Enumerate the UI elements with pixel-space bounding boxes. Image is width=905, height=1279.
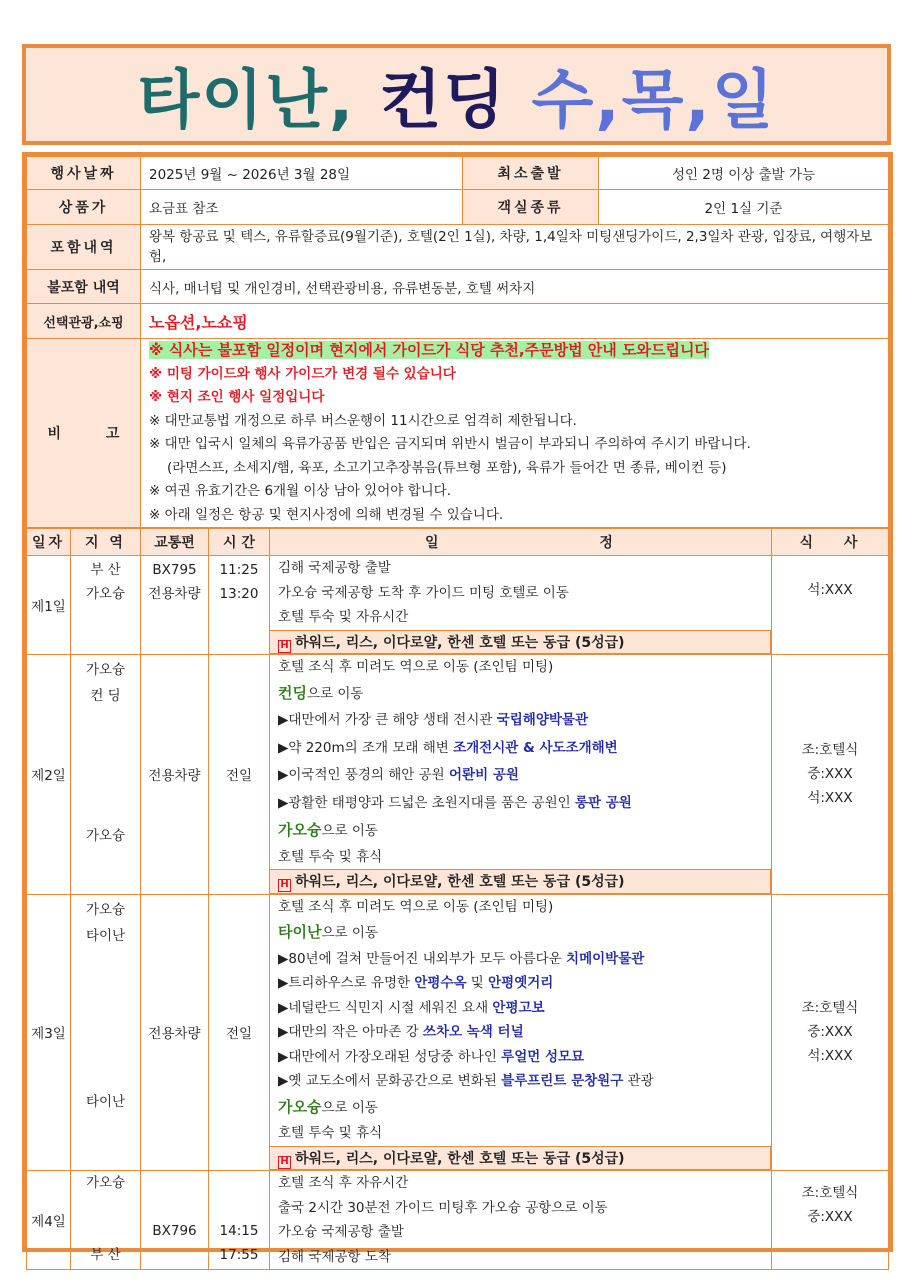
destination: 타이난 [278,923,322,941]
time: 13:20 [219,586,259,602]
flight-number: BX795 [152,562,197,578]
attraction: 조개전시관 & 사도조개해변 [453,739,618,756]
itinerary-cell [270,1171,772,1270]
hotel-icon: H [278,1156,291,1169]
attraction: 안평고보 [492,999,545,1016]
schedule-table [26,528,889,1270]
meal-cell [772,1171,889,1270]
itinerary-line: 김해 국제공항 출발 [278,560,391,576]
attraction: 루얼먼 성모묘 [501,1048,585,1065]
meal: 석:XXX [807,1048,853,1065]
region: 타이난 [85,927,126,944]
hotel-line [270,1146,771,1171]
hotel-text: 하워드, 리스, 이다로얄, 한센 호텔 또는 동급 (5성급) [295,634,625,651]
transport-cell: 전용차량 [141,655,209,895]
col-transport: 교통편 [141,529,209,556]
price-value: 요금표 참조 [141,190,463,225]
time: 17:55 [219,1247,259,1263]
region: 가오슝 [85,828,126,844]
note-line: ※ 아래 일정은 항공 및 현지사정에 의해 변경될 수 있습니다. [149,506,504,523]
destination: 가오슝 [278,1097,322,1116]
hotel-line [270,869,771,894]
meal-cell [772,556,889,655]
itinerary-line: 호텔 투숙 및 휴식 [278,1125,383,1141]
meal: 석:XXX [807,790,853,807]
attraction: 쓰차오 녹색 터널 [422,1024,524,1040]
region: 부 산 [90,1247,121,1263]
hotel-text: 하워드, 리스, 이다로얄, 한센 호텔 또는 동급 (5성급) [295,1150,625,1167]
day-label: 제4일 [27,1171,71,1270]
attraction: 치메이박물관 [566,950,645,967]
time-cell: 전일 [209,655,270,895]
attraction: 어롼비 공원 [449,767,519,783]
region-cell [71,894,141,1171]
region: 가오슝 [85,901,126,918]
itinerary-line: ▶이국적인 풍경의 해안 공원 어롼비 공원 [278,767,519,783]
hotel-text: 하워드, 리스, 이다로얄, 한센 호텔 또는 동급 (5성급) [295,874,625,890]
room-type-value: 2인 1실 기준 [599,190,889,225]
attraction: 안평수옥 [414,975,467,991]
hotel-icon: H [278,640,291,653]
date-label: 행사날짜 [27,157,141,190]
included-label: 포함내역 [27,225,141,270]
itinerary-line: 타이난으로 이동 [278,923,378,941]
region: 컨 딩 [90,688,121,704]
excluded-label: 불포함 내역 [27,270,141,304]
itinerary-line: 가오슝 국제공항 도착 후 가이드 미팅 호텔로 이동 [278,584,569,601]
itinerary-line: 호텔 조식 후 미려도 역으로 이동 (조인팀 미팅) [278,659,554,675]
note-line: ※ 현지 조인 행사 일정입니다 [149,389,325,405]
itinerary-line: ▶대만에서 가장오래된 성당중 하나인 루얼먼 성모묘 [278,1048,585,1065]
region-cell [71,1171,141,1270]
itinerary-line: 호텔 조식 후 자유시간 [278,1175,409,1191]
region: 가오슝 [85,586,126,602]
attraction: 안평옛거리 [488,975,554,991]
product-sheet [22,152,893,1265]
note-line: ※ 미팅 가이드와 행사 가이드가 변경 될수 있습니다 [149,365,456,382]
day-label: 제1일 [27,556,71,655]
time-cell: 전일 [209,894,270,1171]
time-cell [209,556,270,655]
meal: 조:호텔식 [801,1000,859,1017]
itinerary-line: 가오슝으로 이동 [278,1097,378,1116]
page-title [137,49,775,141]
time-cell [209,1171,270,1270]
day-row [27,556,889,655]
room-type-label: 객실종류 [463,190,599,225]
itinerary-line: ▶네덜란드 식민지 시절 세워진 요새 안평고보 [278,999,545,1016]
day-row [27,894,889,1171]
itinerary-line: ▶옛 교도소에서 문화공간으로 변화된 블루프린트 문창원구 관광 [278,1073,654,1089]
min-departure-value: 성인 2명 이상 출발 가능 [599,157,889,190]
attraction: 국립해양박물관 [496,712,589,728]
itinerary-line: ▶약 220m의 조개 모래 해변 조개전시관 & 사도조개해변 [278,739,618,756]
hotel-icon: H [278,879,291,892]
attraction: 블루프린트 문창원구 [501,1073,624,1089]
col-region: 지 역 [71,529,141,556]
meal-cell [772,655,889,895]
region-cell [71,655,141,895]
region-cell [71,556,141,655]
flight-number: BX796 [141,1171,209,1270]
included-value: 왕복 항공료 및 텍스, 유류할증료(9월기준), 호텔(2인 1실), 차량, 1,4일차 미팅샌딩가이드, 2,3일차 관광, 입장료, 여행자보험, [141,225,889,270]
itinerary-line: 김해 국제공항 도착 [278,1248,391,1265]
itinerary-cell [270,655,772,895]
itinerary-line: 호텔 투숙 및 자유시간 [278,609,409,625]
itinerary-line: 컨딩으로 이동 [278,683,364,702]
day-row [27,655,889,895]
note-line: ※ 대만교통법 개정으로 하루 버스운행이 11시간으로 엄격히 제한됩니다. [149,412,577,429]
title-part-3: 수,목,일 [531,63,776,138]
notes-cell [141,339,889,528]
col-time: 시 간 [209,529,270,556]
itinerary-line: ▶80년에 걸쳐 만들어진 내외부가 모두 아름다운 치메이박물관 [278,950,645,967]
price-label: 상품가 [27,190,141,225]
info-table [26,156,889,528]
itinerary-line: ▶트리하우스로 유명한 안평수옥 및 안평옛거리 [278,975,554,991]
itinerary-line: 출국 2시간 30분전 가이드 미팅후 가오슝 공항으로 이동 [278,1199,608,1216]
itinerary-line: 호텔 투숙 및 휴식 [278,848,383,865]
region: 부 산 [90,562,121,578]
min-departure-label: 최소출발 [463,157,599,190]
meal: 중:XXX [807,1209,853,1225]
time: 11:25 [219,562,259,578]
itinerary-cell [270,556,772,655]
meal: 조:호텔식 [801,1185,859,1201]
itinerary-line: 가오슝으로 이동 [278,821,378,839]
attraction: 롱판 공원 [574,794,632,811]
time: 14:15 [219,1223,259,1239]
meal: 중:XXX [807,1024,853,1041]
meal: 석:XXX [807,582,853,598]
notes-label: 비 고 [27,339,141,528]
itinerary-line: 호텔 조식 후 미려도 역으로 이동 (조인팀 미팅) [278,898,554,915]
itinerary-line: ▶대만에서 가장 큰 해양 생태 전시관 국립해양박물관 [278,712,589,728]
region: 가오슝 [85,1175,126,1191]
itinerary-cell [270,894,772,1171]
col-meal: 식 사 [772,529,889,556]
excluded-value: 식사, 매너팁 및 개인경비, 선택관광비용, 유류변동분, 호텔 써차지 [141,270,889,304]
region: 타이난 [85,1093,126,1110]
vehicle: 전용차량 [148,586,201,602]
day-row [27,1171,889,1270]
day-label: 제3일 [27,894,71,1171]
day-label: 제2일 [27,655,71,895]
note-line: ※ 대만 입국시 일체의 육류가공품 반입은 금지되며 위반시 벌금이 부과되니 주의하여 주시기 바랍니다. [149,436,751,452]
destination: 컨딩 [278,683,307,702]
transport-cell: 전용차량 [141,894,209,1171]
destination: 가오슝 [278,821,322,839]
note-line: ※ 여권 유효기간은 6개월 이상 남아 있어야 합니다. [149,483,452,499]
itinerary-line: 가오슝 국제공항 출발 [278,1224,404,1240]
meal-cell [772,894,889,1171]
region: 가오슝 [85,662,126,678]
note-line [149,339,880,363]
meal: 중:XXX [807,766,853,783]
meal: 조:호텔식 [801,742,859,759]
col-itinerary: 일 정 [270,529,772,556]
note-highlight: ※ 식사는 불포함 일정이며 현지에서 가이드가 식당 추천,주문방법 안내 도와드립니다 [149,341,709,359]
itinerary-line: ▶대만의 작은 아마존 강 쓰차오 녹색 터널 [278,1024,524,1040]
title-part-2: 컨딩 [379,63,508,138]
optional-tour-label: 선택관광,쇼핑 [27,304,141,339]
title-banner [22,44,891,145]
transport-cell [141,556,209,655]
itinerary-line: ▶광활한 태평양과 드넓은 초원지대를 품은 공원인 롱판 공원 [278,794,632,811]
date-value: 2025년 9월 ~ 2026년 3월 28일 [141,157,463,190]
title-part-1: 타이난, [137,63,356,138]
col-day: 일자 [27,529,71,556]
hotel-line [270,630,771,655]
optional-tour-value: 노옵션,노쇼핑 [141,304,889,339]
note-line: (라면스프, 소세지/햄, 육포, 소고기고추장볶음(튜브형 포함), 육류가 들어간 면 종류, 베이컨 등) [167,459,727,476]
